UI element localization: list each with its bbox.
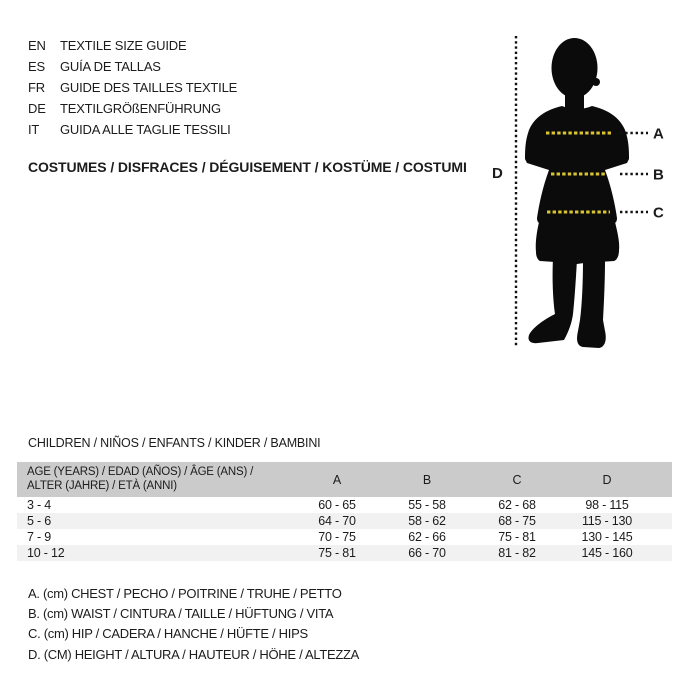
table-row bbox=[17, 529, 672, 545]
table-row bbox=[17, 545, 672, 561]
column-header-b: B bbox=[422, 472, 432, 487]
age-cell: 5 - 6 bbox=[27, 514, 52, 528]
table-row bbox=[17, 497, 672, 513]
language-label: GUIDE DES TAILLES TEXTILE bbox=[60, 80, 238, 95]
language-label: GUÍA DE TALLAS bbox=[60, 59, 161, 74]
language-code: ES bbox=[28, 59, 45, 74]
legend-height: D. (CM) HEIGHT / ALTURA / HAUTEUR / HÖHE / ALTEZZA bbox=[28, 646, 359, 662]
language-guide-list bbox=[28, 35, 237, 140]
chest-label-a: A bbox=[653, 125, 664, 143]
child-silhouette-icon bbox=[525, 38, 629, 348]
chest-cell: 64 - 70 bbox=[318, 514, 356, 528]
height-cell: 145 - 160 bbox=[581, 546, 633, 560]
language-row bbox=[28, 35, 237, 56]
height-cell: 115 - 130 bbox=[581, 514, 633, 528]
language-label: GUIDA ALLE TAGLIE TESSILI bbox=[60, 122, 231, 137]
category-title: COSTUMES / DISFRACES / DÉGUISEMENT / KOSTÜME / COSTUMI bbox=[28, 159, 467, 175]
hip-cell: 75 - 81 bbox=[498, 530, 536, 544]
measurement-legend bbox=[28, 583, 359, 664]
age-header-line2: ALTER (JAHRE) / ETÀ (ANNI) bbox=[27, 479, 177, 492]
age-header-line1: AGE (YEARS) / EDAD (AÑOS) / ÂGE (ANS) / bbox=[27, 466, 254, 478]
size-table bbox=[17, 462, 672, 561]
waist-cell: 66 - 70 bbox=[408, 546, 446, 560]
column-header-a: A bbox=[332, 472, 342, 487]
language-row bbox=[28, 77, 237, 98]
column-header-d: D bbox=[602, 472, 612, 487]
language-code: FR bbox=[28, 80, 45, 95]
legend-chest: A. (cm) CHEST / PECHO / POITRINE / TRUHE / PETTO bbox=[28, 585, 342, 601]
chest-cell: 70 - 75 bbox=[318, 530, 356, 544]
waist-label-b: B bbox=[653, 166, 664, 184]
language-row bbox=[28, 119, 237, 140]
legend-hip: C. (cm) HIP / CADERA / HANCHE / HÜFTE / HIPS bbox=[28, 626, 308, 642]
height-cell: 130 - 145 bbox=[581, 530, 633, 544]
language-label: TEXTILE SIZE GUIDE bbox=[60, 38, 187, 53]
height-label-d: D bbox=[492, 165, 503, 182]
language-row bbox=[28, 98, 237, 119]
waist-cell: 55 - 58 bbox=[408, 498, 446, 512]
chest-cell: 75 - 81 bbox=[318, 546, 356, 560]
language-code: EN bbox=[28, 38, 46, 53]
table-row bbox=[17, 513, 672, 529]
child-measurement-figure bbox=[470, 20, 700, 360]
hip-label-c: C bbox=[653, 204, 664, 222]
waist-cell: 58 - 62 bbox=[408, 514, 446, 528]
height-cell: 98 - 115 bbox=[585, 498, 629, 512]
hip-cell: 81 - 82 bbox=[498, 546, 536, 560]
waist-cell: 62 - 66 bbox=[408, 530, 446, 544]
legend-waist: B. (cm) WAIST / CINTURA / TAILLE / HÜFTUNG / VITA bbox=[28, 605, 334, 621]
age-column-header bbox=[27, 466, 292, 493]
age-cell: 3 - 4 bbox=[27, 498, 52, 512]
age-cell: 10 - 12 bbox=[27, 546, 65, 560]
language-code: DE bbox=[28, 101, 46, 116]
language-label: TEXTILGRÖßENFÜHRUNG bbox=[60, 101, 221, 116]
section-title-children: CHILDREN / NIÑOS / ENFANTS / KINDER / BAMBINI bbox=[28, 436, 321, 450]
language-row bbox=[28, 56, 237, 77]
chest-cell: 60 - 65 bbox=[318, 498, 356, 512]
age-cell: 7 - 9 bbox=[27, 530, 52, 544]
column-header-c: C bbox=[512, 472, 522, 487]
hip-cell: 62 - 68 bbox=[498, 498, 536, 512]
language-code: IT bbox=[28, 122, 40, 137]
hip-cell: 68 - 75 bbox=[498, 514, 536, 528]
size-table-header bbox=[17, 462, 672, 497]
